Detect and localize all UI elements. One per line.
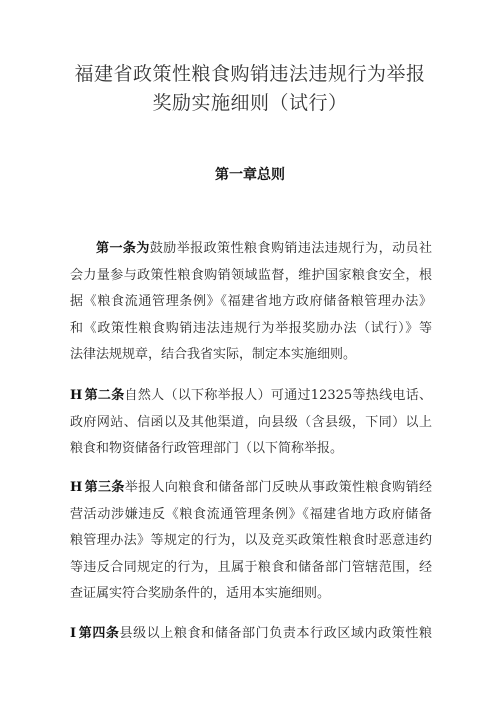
article-1-line-2: 会力量参与政策性粮食购销领域监督，维护国家粮食安全，根	[70, 267, 432, 283]
article-3-line-3: 粮管理办法》等规定的行为，以及竞买政策性粮食时恶意违约	[70, 533, 432, 548]
article-4	[70, 621, 432, 648]
article-1-line-5: 法律法规规章，结合我省实际，制定本实施细则。	[70, 347, 357, 362]
article-2-line-2: 政府网站、信函以及其他渠道，向县级（含县级，下同）以上	[70, 414, 432, 430]
article-1-text-1: 鼓励举报政策性粮食购销违法违规行为，动员社	[149, 241, 432, 256]
article-2-line-3: 粮食和物资储备行政管理部门（以下简称举报。	[70, 441, 344, 456]
article-1	[70, 236, 432, 369]
article-1-line-4: 和《政策性粮食购销违法违规行为举报奖励办法（试行）》等	[70, 320, 432, 336]
article-1-line-1	[70, 236, 432, 263]
document-title-line-1: 福建省政策性粮食购销违法违规行为举报	[74, 63, 426, 85]
article-4-line-1	[70, 621, 432, 648]
article-3-marker: H	[70, 480, 83, 495]
article-3	[70, 475, 432, 608]
article-1-line-3: 据《粮食流通管理条例》《福建省地方政府储备粮管理办法》	[70, 294, 432, 309]
article-3-line-1	[70, 475, 432, 502]
article-4-label: 第四条	[78, 626, 120, 641]
article-1-label: 第一条为	[96, 241, 150, 256]
article-3-text-1: 举报人向粮食和储备部门反映从事政策性粮食购销经	[124, 480, 432, 495]
chapter-heading: 第一章总则	[215, 167, 285, 183]
article-2-marker: H	[70, 388, 83, 403]
article-3-line-5: 查证属实符合奖励条件的，适用本实施细则。	[70, 586, 331, 601]
article-3-line-4: 等违反合同规定的行为，且属于粮食和储备部门管辖范围，经	[70, 559, 432, 575]
article-2-text-1: 自然人（以下称举报人）可通过12325等热线电话、	[124, 388, 432, 403]
article-3-label: 第三条	[84, 480, 125, 495]
article-3-line-2: 营活动涉嫌违反《粮食流通管理条例》《福建省地方政府储备	[70, 506, 432, 522]
article-2	[70, 383, 432, 463]
article-4-marker: I	[70, 626, 77, 641]
article-4-text-1: 县级以上粮食和储备部门负责本行政区域内政策性粮	[119, 626, 432, 641]
document-title-line-2: 奖励实施细则（试行）	[152, 92, 348, 114]
article-2-line-1	[70, 383, 432, 410]
article-2-label: 第二条	[84, 388, 125, 403]
